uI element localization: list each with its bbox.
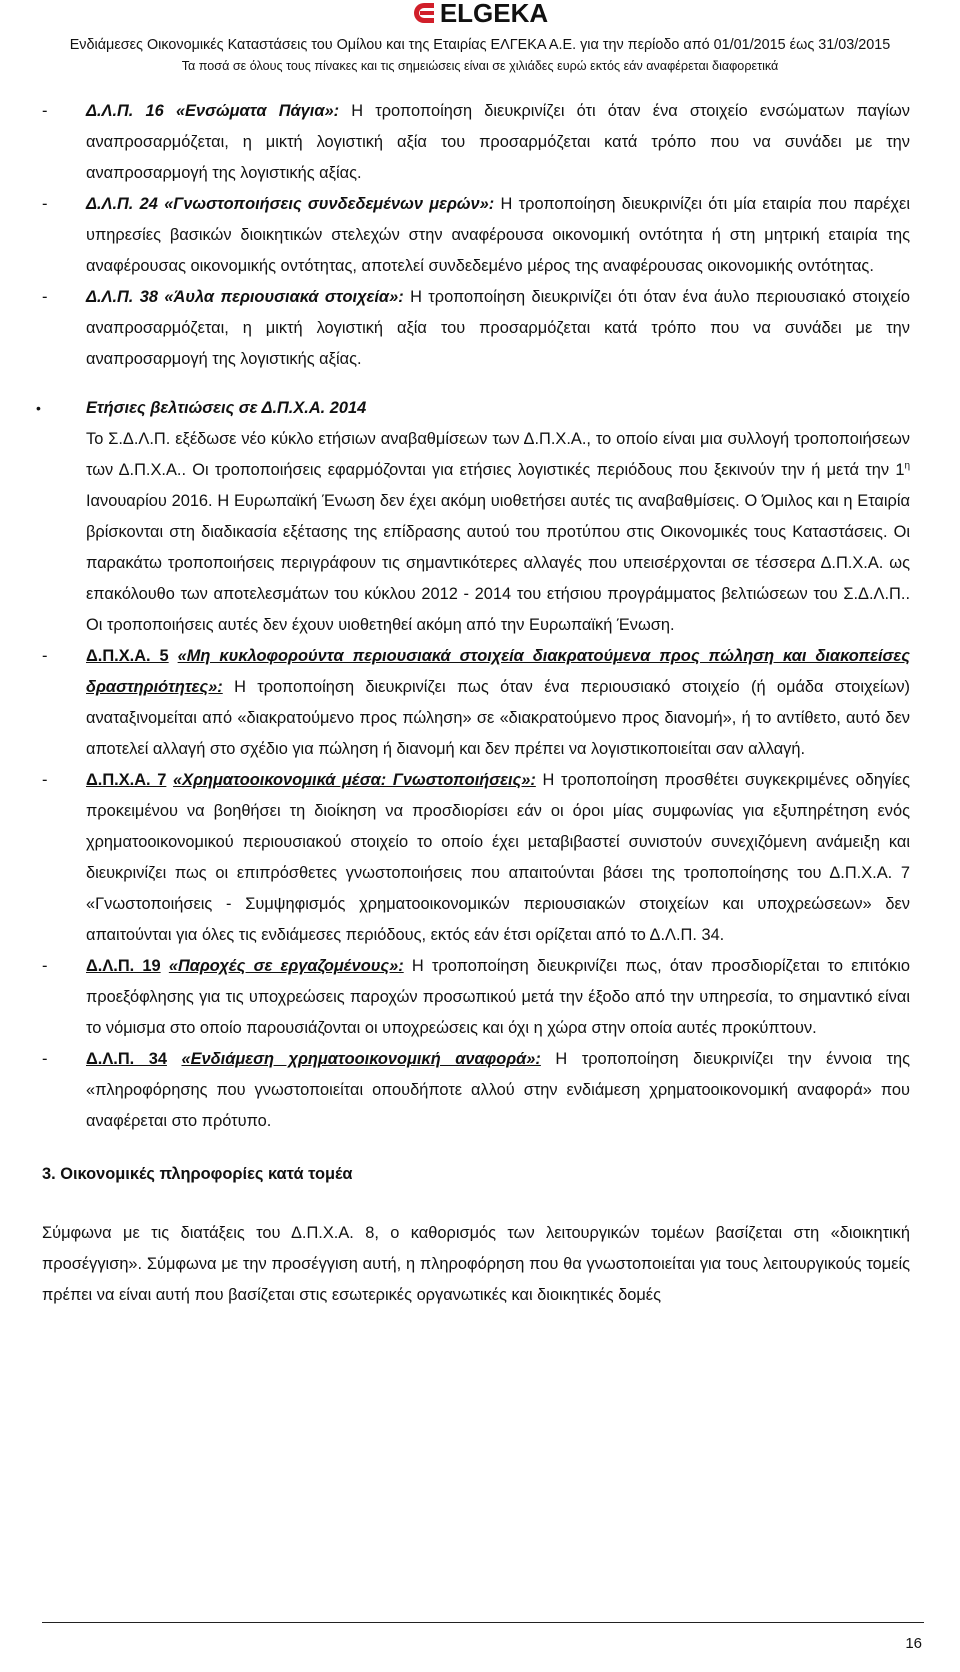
standard-title: «Γνωστοποιήσεις συνδεδεμένων μερών»:: [164, 195, 495, 213]
list-item: [42, 765, 910, 951]
dash-marker: -: [42, 288, 48, 306]
standard-ref: Δ.Π.Χ.Α. 7: [86, 771, 167, 789]
header-title: Ενδιάμεσες Οικονομικές Καταστάσεις του Ομίλου και της Εταιρίας ΕΛΓΕΚΑ Α.Ε. για την περίοδο από 01/01/2015 έως 31/03/2015: [69, 37, 891, 53]
dash-marker: -: [42, 957, 48, 975]
standard-ref: Δ.Λ.Π. 38: [86, 288, 158, 306]
dash-marker: -: [42, 647, 48, 665]
bullet-paragraph: [86, 424, 910, 641]
bullet-marker: •: [36, 400, 41, 416]
standard-title: «Παροχές σε εργαζομένους»:: [168, 957, 404, 975]
dash-marker: -: [42, 102, 48, 120]
bullet-section: [36, 393, 910, 641]
logo-text: ELGEKA: [439, 0, 549, 28]
item-text: Η τροποποίηση διευκρινίζει ότι μία εταιρία που παρέχει υπηρεσίες βασικών διοικητικών στελεχών στην αναφέρουσα οικονομική οντότητα ή στη μητρική εταιρία της αναφέρουσας οικονομικής οντότητας, αποτελεί συνδεδεμένο μέρος της αναφέρουσας οικονομικής οντότητας.: [86, 195, 910, 275]
item-text: Η τροποποίηση προσθέτει συγκεκριμένες οδηγίες προκειμένου να βοηθήσει τη διοίκηση να προσδιορίσει εάν οι όροι μίας συμφωνίας για εξυπηρέτηση ενός χρηματοοικονομικού περιουσιακού στοιχείο το οποίο έχει μεταβιβαστεί συνιστούν συνεχιζόμενη ανάμειξη και διευκρινίζει πως οι επιπρόσθετες γνωστοποιήσεις που απαιτούνται βάσει της τροποποίησης του Δ.Π.Χ.Α. 7 «Γνωστοποιήσεις - Συμψηφισμός χρηματοοικονομικών περιουσιακών στοιχείων και υποχρεώσεων» δεν απαιτούνται για όλες τις ενδιάμεσες περιόδους, εκτός εάν έτσι ορίζεται από το Δ.Λ.Π. 34.: [86, 771, 910, 944]
dash-marker: -: [42, 195, 48, 213]
standard-title: «Άυλα περιουσιακά στοιχεία»:: [164, 288, 404, 306]
list-item: [42, 96, 910, 189]
page-content: [36, 96, 911, 1311]
standard-ref: Δ.Λ.Π. 19: [86, 957, 161, 975]
standard-ref: Δ.Λ.Π. 34: [86, 1050, 167, 1068]
list-item: [42, 951, 910, 1044]
standard-title: «Μη κυκλοφορούντα περιουσιακά στοιχεία διακρατούμενα προς πώληση και διακοπείσες δραστηριότητες»:: [86, 647, 910, 696]
item-text: Η τροποποίηση διευκρινίζει την έννοια της «πληροφόρησης που γνωστοποιείται οπουδήποτε αλλού στην ενδιάμεση χρηματοοικονομική αναφορά» που αναφέρεται στο πρότυπο.: [86, 1050, 911, 1130]
logo-mark-icon: [412, 2, 436, 24]
item-text: Η τροποποίηση διευκρινίζει ότι όταν ένα άυλο περιουσιακό στοιχείο αναπροσαρμόζεται, η μικτή λογιστική αξία του προσαρμόζεται κατά τρόπο που να συνάδει με την αναπροσαρμογή της λογιστικής αξίας.: [86, 288, 911, 368]
standard-ref: Δ.Λ.Π. 16: [86, 102, 164, 120]
dash-marker: -: [42, 771, 48, 789]
superscript: η: [904, 460, 910, 472]
item-text: Η τροποποίηση διευκρινίζει ότι όταν ένα στοιχείο ενσώματων παγίων αναπροσαρμόζεται, η μικτή λογιστική αξία του προσαρμόζεται κατά τρόπο που να συνάδει με την αναπροσαρμογή της λογιστικής αξίας.: [86, 102, 910, 182]
standard-ref: Δ.Λ.Π. 24: [86, 195, 158, 213]
item-text: Η τροποποίηση διευκρινίζει πως, όταν προσδιορίζεται το επιτόκιο προεξόφλησης για τις υποχρεώσεις παροχών προσωπικού μετά την έξοδο από την υπηρεσία, το σημαντικό είναι το νόμισμα στο οποίο παρουσιάζονται οι υποχρεώσεις και όχι η χώρα στην οποία αυτές προκύπτουν.: [86, 957, 910, 1037]
elgeka-logo: [0, 0, 960, 26]
list-item: [42, 1044, 910, 1137]
dash-marker: -: [42, 1050, 48, 1068]
list-item: [42, 641, 910, 765]
standard-title: «Ενσώματα Πάγια»:: [175, 102, 340, 120]
item-text: Η τροποποίηση διευκρινίζει πως όταν ένα περιουσιακό στοιχείο (ή ομάδα στοιχείων) αναταξινομείται από «διακρατούμενο προς πώληση» σε «διακρατούμενο προς διανομή», ή το αντίθετο, αυτό δεν αποτελεί αλλαγή στο σχέδιο για πώληση ή διανομή και δεν πρέπει να λογιστικοποιείται σαν αλλαγή.: [86, 678, 910, 758]
list-item: [42, 189, 910, 282]
paragraph-text-a: Το Σ.Δ.Λ.Π. εξέδωσε νέο κύκλο ετήσιων αναβαθμίσεων των Δ.Π.Χ.Α., το οποίο είναι μια συλλογή τροποποιήσεων των Δ.Π.Χ.Α.. Οι τροποποιήσεις εφαρμόζονται για ετήσιες λογιστικές περιόδους που ξεκινούν την ή μετά την 1: [86, 430, 910, 479]
section-title: 3. Οικονομικές πληροφορίες κατά τομέα: [42, 1165, 353, 1183]
standard-title: «Ενδιάμεση χρηματοοικονομική αναφορά»:: [181, 1050, 541, 1068]
standard-title: «Χρηματοοικονομικά μέσα: Γνωστοποιήσεις»:: [173, 771, 536, 789]
section-paragraph: Σύμφωνα με τις διατάξεις του Δ.Π.Χ.Α. 8, ο καθορισμός των λειτουργικών τομέων βασίζεται στη «διοικητική προσέγγιση». Σύμφωνα με την προσέγγιση αυτή, η πληροφόρηση που θα γνωστοποιείται για τους λειτουργικούς τομείς πρέπει να είναι αυτή που βασίζεται στις εσωτερικές οργανωτικές και διοικητικές δομές: [42, 1224, 910, 1304]
bullet-title: Ετήσιες βελτιώσεις σε Δ.Π.Χ.Α. 2014: [86, 399, 367, 417]
footer-divider: [42, 1622, 924, 1623]
page-number: 16: [905, 1635, 922, 1652]
list-item: [42, 282, 910, 375]
standard-ref: Δ.Π.Χ.Α. 5: [86, 647, 169, 665]
header-subtitle: Τα ποσά σε όλους τους πίνακες και τις σημειώσεις είναι σε χιλιάδες ευρώ εκτός εάν αναφέρεται διαφορετικά: [181, 59, 779, 73]
paragraph-text-b: Ιανουαρίου 2016. Η Ευρωπαϊκή Ένωση δεν έχει ακόμη υιοθετήσει αυτές τις αναβαθμίσεις. Ο Όμιλος και η Εταιρία βρίσκονται στη διαδικασία εξέτασης της επίδρασης αυτού του προτύπου στις Οικονομικές τους Καταστάσεις. Οι παρακάτω τροποποιήσεις περιγράφουν τις σημαντικότερες αλλαγές που υπεισέρχονται σε τέσσερα Δ.Π.Χ.Α. ως επακόλουθο των αποτελεσμάτων του κύκλου 2012 - 2014 του ετήσιου προγράμματος βελτιώσεων του Σ.Δ.Λ.Π.. Οι τροποποιήσεις αυτές δεν έχουν υιοθετηθεί ακόμη από την Ευρωπαϊκή Ένωση.: [86, 492, 910, 634]
